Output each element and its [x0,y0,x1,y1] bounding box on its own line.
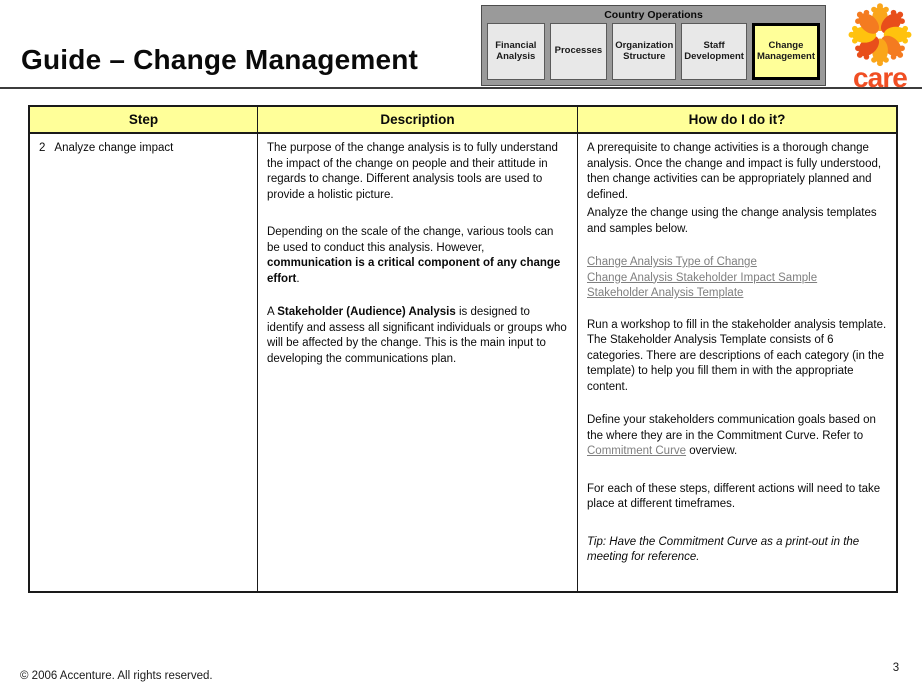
how-paragraph: For each of these steps, different actions will need to take place at different timeframes. [587,482,881,510]
title-divider [0,87,922,89]
step-number: 2 [39,142,46,154]
how-cell [578,134,896,591]
diagram-box-label: Organization Structure [615,39,674,62]
template-link-list [587,255,887,302]
column-header-step: Step [30,107,258,134]
diagram-box-organization-structure[interactable] [612,23,676,80]
page-title: Guide – Change Management [21,44,419,75]
how-paragraph: Analyze the change using the change analysis templates and samples below. [587,207,877,235]
care-hands-circle-icon [838,1,922,89]
how-paragraph: Run a workshop to fill in the stakeholder analysis template. The Stakeholder Analysis Template consists of 6 categories. There are descriptions of each category (in the template) to help you fill them in with the appropriate content. [587,318,887,393]
bold-text-run: Stakeholder (Audience) Analysis [277,306,456,318]
diagram-box-label: Processes [554,45,603,57]
care-logo [838,1,922,89]
link-change-analysis-stakeholder-impact-sample[interactable]: Change Analysis Stakeholder Impact Sample [587,271,818,284]
bold-text-run: communication is a critical component of any change effort [267,257,561,285]
tip-text: Tip: Have the Commitment Curve as a print-out in the meeting for reference. [587,535,860,563]
description-paragraph [267,225,568,287]
link-commitment-curve[interactable]: Commitment Curve [587,445,687,457]
description-paragraph: The purpose of the change analysis is to fully understand the impact of the change on people and their attitude in regards to change. Different analysis tools are used to provide a holistic picture. [267,142,558,201]
column-header-description: Description [258,107,578,134]
description-paragraph [267,305,568,367]
care-logo-text: care [853,62,907,89]
diagram-title: Country Operations [604,9,703,21]
text-run: is designed to identify and assess all significant individuals or groups who will be affected by the change. This is the main input to developing the communications plan. [267,306,567,365]
guide-table [28,105,898,593]
diagram-box-label: Financial Analysis [495,39,537,62]
text-run: Depending on the scale of the change, various tools can be used to conduct this analysis. However, [267,226,554,254]
text-run: . [296,272,300,285]
text-run: Define your stakeholders communication goals based on the where they are in the Commitment Curve. Refer to [587,414,876,442]
diagram-box-staff-development[interactable] [681,23,747,80]
step-cell [30,134,258,591]
text-run: overview. [686,445,738,457]
how-paragraph [587,413,887,460]
page-number: 3 [892,662,900,674]
diagram-boxes [482,23,825,85]
link-stakeholder-analysis-template[interactable]: Stakeholder Analysis Template [587,287,744,299]
step-label: Analyze change impact [54,142,174,154]
column-header-how: How do I do it? [578,107,896,134]
description-cell [258,134,578,591]
diagram-box-processes[interactable] [550,23,608,80]
copyright-text: © 2006 Accenture. All rights reserved. [20,670,213,682]
diagram-box-financial-analysis[interactable] [487,23,545,80]
diagram-box-change-management-active[interactable] [752,23,820,80]
diagram-box-label: Change Management [756,39,816,62]
how-paragraph: A prerequisite to change activities is a thorough change analysis. Once the change and impact is fully understood, then change activities can be appropriately planned and defined. [587,142,882,201]
link-change-analysis-type-of-change[interactable]: Change Analysis Type of Change [587,256,757,268]
text-run: A [267,306,278,318]
country-operations-diagram [481,5,826,86]
diagram-box-label: Staff Development [684,39,744,62]
